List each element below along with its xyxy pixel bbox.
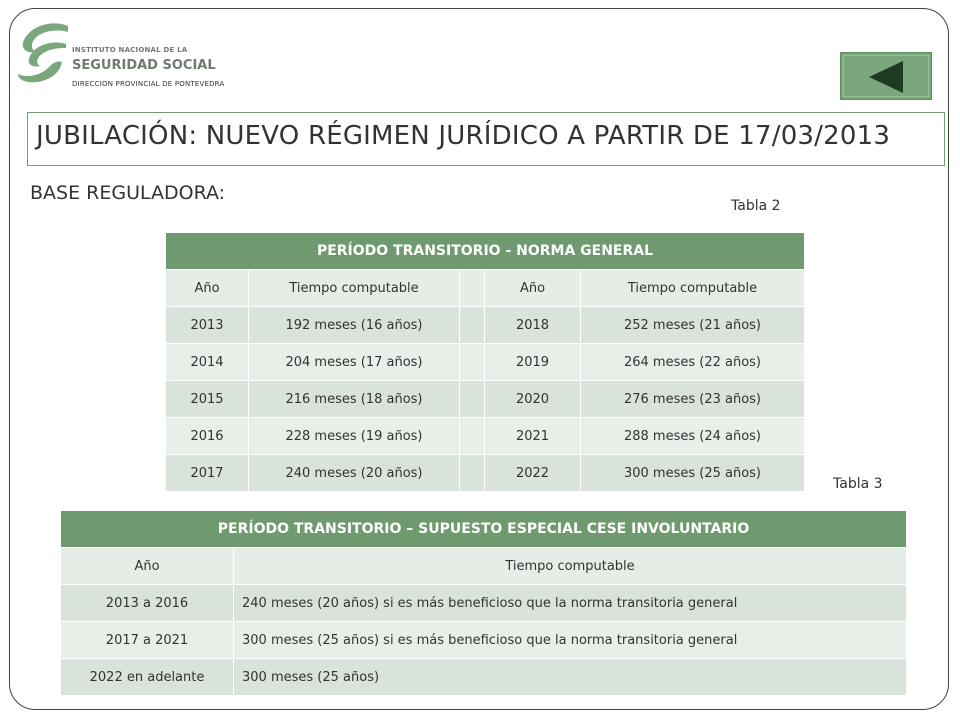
column-spacer — [460, 270, 485, 307]
column-header: Año — [485, 270, 581, 307]
org-name-line3: DIRECCION PROVINCIAL DE PONTEVEDRA — [72, 80, 225, 88]
table-header-row — [166, 270, 805, 307]
table-cell — [460, 455, 485, 492]
column-header: Tiempo computable — [234, 548, 907, 585]
table-cell: 216 meses (18 años) — [249, 381, 460, 418]
column-header: Año — [61, 548, 234, 585]
table-cell: 276 meses (23 años) — [581, 381, 805, 418]
column-header: Tiempo computable — [249, 270, 460, 307]
table-cell: 2014 — [166, 344, 249, 381]
table-cell: 300 meses (25 años) — [234, 659, 907, 696]
table-cell: 228 meses (19 años) — [249, 418, 460, 455]
tabla3-table — [60, 510, 907, 696]
table-row — [61, 585, 907, 622]
table-cell: 204 meses (17 años) — [249, 344, 460, 381]
table-cell: 2022 en adelante — [61, 659, 234, 696]
table-cell: 288 meses (24 años) — [581, 418, 805, 455]
table-cell: 2015 — [166, 381, 249, 418]
table-cell: 2016 — [166, 418, 249, 455]
column-header: Tiempo computable — [581, 270, 805, 307]
table-cell: 300 meses (25 años) — [581, 455, 805, 492]
table-cell: 240 meses (20 años) — [249, 455, 460, 492]
tabla3-header: PERÍODO TRANSITORIO – SUPUESTO ESPECIAL CESE INVOLUNTARIO — [61, 511, 907, 548]
table-row — [61, 622, 907, 659]
title-box — [27, 112, 945, 166]
tabla2-table — [165, 232, 805, 492]
back-button[interactable] — [840, 52, 932, 100]
table-cell: 2021 — [485, 418, 581, 455]
back-arrow-icon — [869, 61, 905, 93]
page-title: JUBILACIÓN: NUEVO RÉGIMEN JURÍDICO A PARTIR DE 17/03/2013 — [36, 121, 891, 151]
table-cell: 252 meses (21 años) — [581, 307, 805, 344]
table-cell — [460, 381, 485, 418]
table-cell: 2017 a 2021 — [61, 622, 234, 659]
table-row — [61, 659, 907, 696]
org-name-line2: SEGURIDAD SOCIAL — [72, 58, 216, 73]
table-cell: 264 meses (22 años) — [581, 344, 805, 381]
table-cell: 2019 — [485, 344, 581, 381]
table-row — [166, 418, 805, 455]
table-cell: 2013 — [166, 307, 249, 344]
table-cell — [460, 344, 485, 381]
table-cell — [460, 307, 485, 344]
inss-logo-icon — [14, 18, 74, 88]
table-row — [166, 344, 805, 381]
tabla2-header: PERÍODO TRANSITORIO - NORMA GENERAL — [166, 233, 805, 270]
tabla2-label: Tabla 2 — [731, 198, 781, 214]
table-cell: 2013 a 2016 — [61, 585, 234, 622]
table-cell: 2022 — [485, 455, 581, 492]
table-row — [166, 381, 805, 418]
table-row — [166, 455, 805, 492]
org-name-line1: INSTITUTO NACIONAL DE LA — [72, 46, 188, 54]
table-cell: 2017 — [166, 455, 249, 492]
table-row — [166, 307, 805, 344]
column-header: Año — [166, 270, 249, 307]
table-header-row — [61, 548, 907, 585]
table-cell: 192 meses (16 años) — [249, 307, 460, 344]
table-cell: 300 meses (25 años) si es más beneficioso que la norma transitoria general — [234, 622, 907, 659]
table-cell: 2020 — [485, 381, 581, 418]
table-cell: 240 meses (20 años) si es más beneficioso que la norma transitoria general — [234, 585, 907, 622]
table-cell: 2018 — [485, 307, 581, 344]
table-cell — [460, 418, 485, 455]
section-subtitle: BASE REGULADORA: — [30, 182, 226, 204]
tabla3-label: Tabla 3 — [833, 476, 883, 492]
